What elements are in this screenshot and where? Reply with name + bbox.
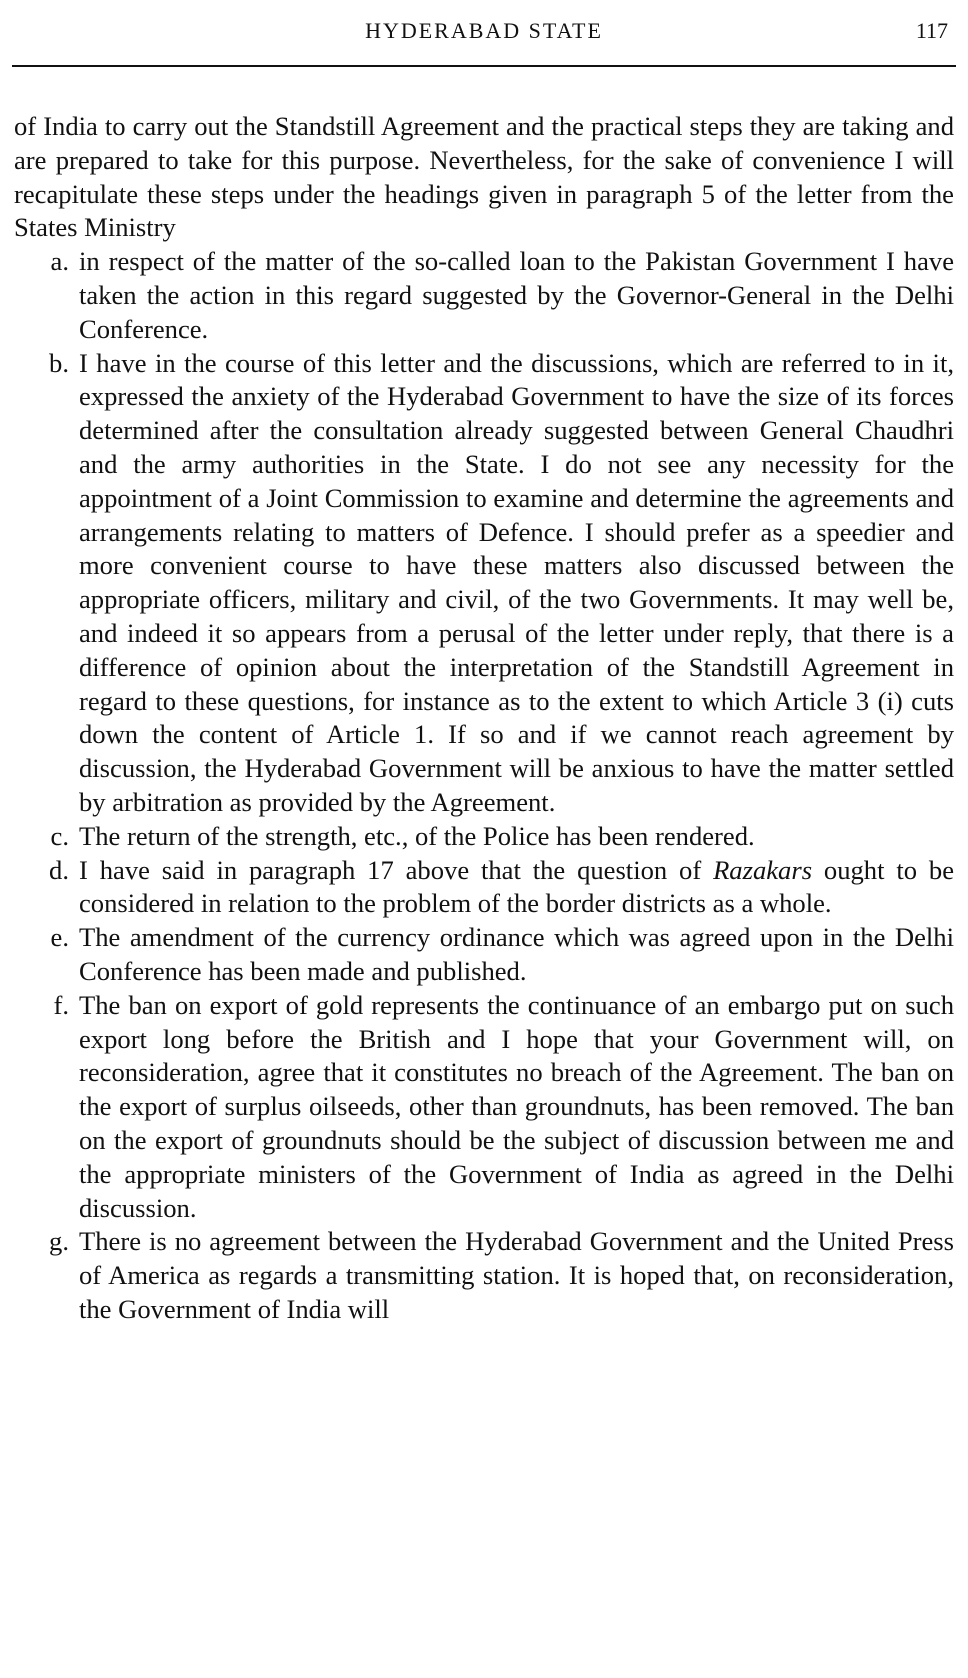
list-item-e [14,921,954,989]
razakars-term: Razakars [713,854,813,885]
list-item-text: The return of the strength, etc., of the Police has been rendered. [79,820,755,851]
list-item-a [14,245,954,346]
recapitulation-list [14,245,954,1327]
list-marker: a. [50,246,69,277]
header-rule [12,65,956,67]
list-marker: f. [53,989,69,1020]
list-item-g [14,1225,954,1326]
page-body [14,110,954,1327]
list-marker: b. [49,347,69,378]
list-item-text [79,854,954,922]
list-item-d [14,854,954,922]
list-marker: e. [50,922,69,953]
list-item-b [14,347,954,820]
running-title: HYDERABAD STATE [365,18,603,43]
list-item-text: The amendment of the currency ordinance which was agreed upon in the Delhi Conference has been made and published. [79,922,954,986]
list-marker: d. [49,854,69,885]
list-item-text: The ban on export of gold represents the continuance of an embargo put on such export long before the British and I hope that your Government will, on reconsideration, agree that it constitutes no breach of the Agreement. The ban on the export of surplus oilseeds, other than groundnuts, has been removed. The ban on the export of groundnuts should be the subject of discussion between me and the appropriate ministers of the Government of India as agreed in the Delhi discussion. [79,989,954,1223]
page-number: 117 [915,18,948,43]
item-text-before: I have said in paragraph 17 above that the question of [79,854,714,885]
list-marker: g. [49,1226,69,1257]
list-marker: c. [50,820,69,851]
item-text-after: ought to be considered in relation to the problem of the border districts as a whole. [79,854,954,919]
list-item-text: There is no agreement between the Hyderabad Government and the United Press of America as regards a transmitting station. It is hoped that, on reconsideration, the Government of India will [79,1226,954,1324]
intro-paragraph: of India to carry out the Standstill Agreement and the practical steps they are taking and are prepared to take for this purpose. Nevertheless, for the sake of convenience I will recapitulate these steps under the headings given in paragraph 5 of the letter from the States Ministry [14,111,954,243]
list-item-text: I have in the course of this letter and the discussions, which are referred to in it, expressed the anxiety of the Hyderabad Government to have the size of its forces determined after the consultation already suggested between General Chaudhri and the army authorities in the State. I do not see any necessity for the appointment of a Joint Commission to examine and determine the agreements and arrangements relating to matters of Defence. I should prefer as a speedier and more convenient course to have these matters also discussed between the appropriate officers, military and civil, of the two Governments. It may well be, and indeed it so appears from a perusal of the letter under reply, that there is a difference of opinion about the interpretation of the Standstill Agreement in regard to these questions, for instance as to the extent to which Article 3 (i) cuts down the content of Article 1. If so and if we cannot reach agreement by discussion, the Hyderabad Government will be anxious to have the matter settled by arbitration as provided by the Agreement. [79,347,954,817]
list-item-f [14,989,954,1226]
list-item-text: in respect of the matter of the so-called loan to the Pakistan Government I have taken the action in this regard suggested by the Governor-General in the Delhi Conference. [79,246,954,344]
running-header [14,16,954,50]
list-item-c [14,820,954,854]
